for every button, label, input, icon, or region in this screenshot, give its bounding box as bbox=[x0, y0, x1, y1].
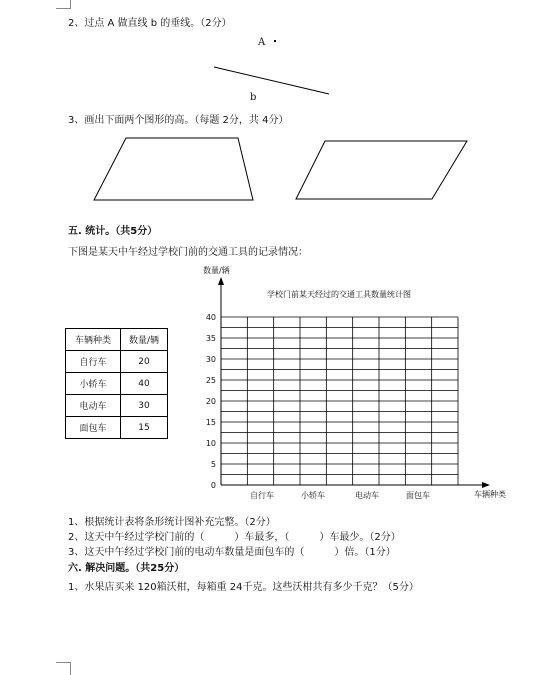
table-cell: 40 bbox=[121, 373, 168, 395]
y-tick-label: 0 bbox=[210, 481, 216, 490]
x-axis-arrow bbox=[482, 482, 490, 488]
question-2-text: 2、过点 A 做直线 b 的垂线。（2分） bbox=[68, 18, 232, 29]
chart-axes bbox=[218, 277, 490, 488]
chart-title: 学校门前某天经过的交通工具数量统计图 bbox=[267, 290, 411, 299]
x-tick-label: 小轿车 bbox=[301, 491, 325, 500]
y-tick-label: 5 bbox=[210, 460, 216, 469]
table-cell: 15 bbox=[121, 417, 168, 439]
table-cell: 30 bbox=[121, 395, 168, 417]
y-axis-arrow bbox=[218, 277, 224, 285]
problem-1-text: 1、水果店买来 120箱沃柑，每箱重 24千克。这些沃柑共有多少千克？（5分） bbox=[68, 582, 419, 593]
section-5-intro: 下图是某天中午经过学校门前的交通工具的记录情况： bbox=[68, 247, 308, 258]
y-tick-label: 35 bbox=[205, 334, 216, 343]
chart-yticks bbox=[206, 313, 216, 490]
point-a-label: A bbox=[258, 37, 266, 48]
table-cell: 自行车 bbox=[66, 351, 121, 373]
stat-question-2: 2、这天中午经过学校门前的（ ）车最多，（ ）车最少。（2分） bbox=[68, 532, 401, 543]
chart-xticks bbox=[250, 490, 430, 500]
table-cell: 面包车 bbox=[66, 417, 121, 439]
y-tick-label: 30 bbox=[205, 355, 216, 364]
section-6-title: 六. 解决问题。（共25分） bbox=[68, 563, 185, 574]
section-5-title: 五. 统计。（共5分） bbox=[68, 226, 158, 237]
stat-question-1: 1、根据统计表将条形统计图补充完整。（2分） bbox=[68, 517, 276, 528]
chart-grid bbox=[221, 317, 458, 485]
stat-question-3: 3、这天中午经过学校门前的电动车数量是面包车的（ ）倍。（1分） bbox=[68, 547, 396, 558]
y-tick-label: 25 bbox=[205, 376, 216, 385]
y-tick-label: 10 bbox=[205, 439, 216, 448]
y-tick-label: 20 bbox=[205, 397, 216, 406]
question-3-text: 3、画出下面两个图形的高。（每题 2分，共 4分） bbox=[68, 115, 289, 126]
table-header-cell: 数量/辆 bbox=[121, 329, 168, 351]
line-b-label: b bbox=[250, 92, 257, 103]
y-tick-label: 15 bbox=[205, 418, 216, 427]
table-header-cell: 车辆种类 bbox=[66, 329, 121, 351]
table-cell: 20 bbox=[121, 351, 168, 373]
x-tick-label: 电动车 bbox=[355, 491, 379, 500]
chart-ylabel: 数量/辆 bbox=[203, 266, 230, 275]
x-tick-label: 面包车 bbox=[406, 491, 430, 500]
x-tick-label: 自行车 bbox=[250, 491, 274, 500]
y-tick-label: 40 bbox=[205, 313, 216, 322]
table-cell: 小轿车 bbox=[66, 373, 121, 395]
table-cell: 电动车 bbox=[66, 395, 121, 417]
chart-xlabel: 车辆种类 bbox=[474, 490, 506, 499]
